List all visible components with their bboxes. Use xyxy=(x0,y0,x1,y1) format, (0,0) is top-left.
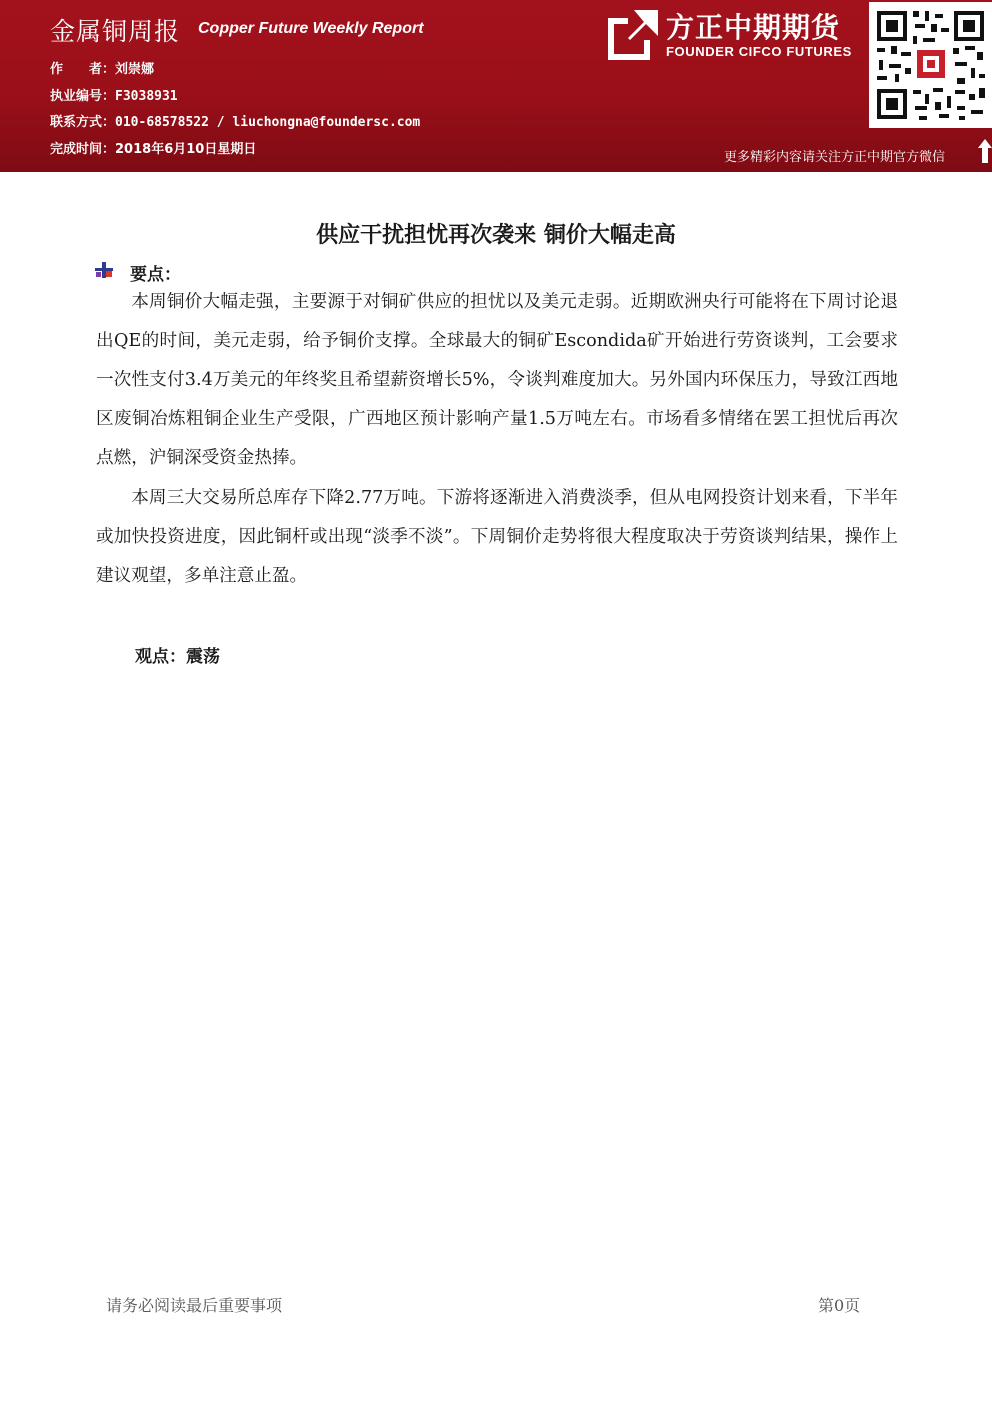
report-date: 2018年6月10日星期日 xyxy=(115,142,257,157)
report-header xyxy=(0,0,992,172)
author-name: 刘崇娜 xyxy=(115,62,155,77)
company-name-cn: 方正中期期货 xyxy=(666,11,841,44)
license-row xyxy=(50,85,178,104)
view-value: 震荡 xyxy=(186,647,220,667)
contact-row xyxy=(50,111,420,130)
document-title: 供应干扰担忧再次袭来 铜价大幅走高 xyxy=(316,223,676,248)
page-number: 第0页 xyxy=(818,1296,861,1315)
arrow-up-icon xyxy=(978,139,992,163)
date-row xyxy=(50,138,256,157)
summary-paragraph-1: 本周铜价大幅走强，主要源于对铜矿供应的担忧以及美元走弱。近期欧洲央行可能将在下周讨论退出QE的时间，美元走弱，给予铜价支撑。全球最大的铜矿Escondida矿开始进行劳资谈判，工会要求一次性支付3.4万美元的年终奖且希望薪资增长5%，令谈判难度加大。另外国内环保压力，导致江西地区废铜冶炼粗铜企业生产受限，广西地区预计影响产量1.5万吨左右。市场看多情绪在罢工担忧后再次点燃，沪铜深受资金热捧。 xyxy=(96,292,898,468)
license-label: 执业编号： xyxy=(50,89,116,104)
report-title: 金属铜周报 xyxy=(50,17,181,46)
author-row xyxy=(50,58,154,77)
author-label: 作 者： xyxy=(50,62,116,77)
company-name-en: FOUNDER CIFCO FUTURES xyxy=(666,44,852,59)
footer-disclaimer-note: 请务必阅读最后重要事项 xyxy=(106,1296,283,1315)
contact-label: 联系方式： xyxy=(50,115,116,130)
key-points-heading: 要点： xyxy=(130,265,181,285)
contact-info: 010-68578522 / liuchongna@foundersc.com xyxy=(115,115,421,130)
view-line xyxy=(135,642,220,667)
view-label: 观点： xyxy=(135,647,186,667)
date-label: 完成时间： xyxy=(50,142,116,157)
report-subtitle: Copper Future Weekly Report xyxy=(198,20,424,37)
qr-code-icon[interactable] xyxy=(869,2,992,128)
company-logo-icon xyxy=(608,10,658,60)
summary-paragraph-2: 本周三大交易所总库存下降2.77万吨。下游将逐渐进入消费淡季，但从电网投资计划来看，下半年或加快投资进度，因此铜杆或出现“淡季不淡”。下周铜价走势将很大程度取决于劳资谈判结果，操作上建议观望，多单注意止盈。 xyxy=(96,488,898,586)
follow-wechat-text: 更多精彩内容请关注方正中期官方微信 xyxy=(724,150,946,165)
bullet-icon xyxy=(95,262,113,278)
license-number: F3038931 xyxy=(115,89,178,104)
